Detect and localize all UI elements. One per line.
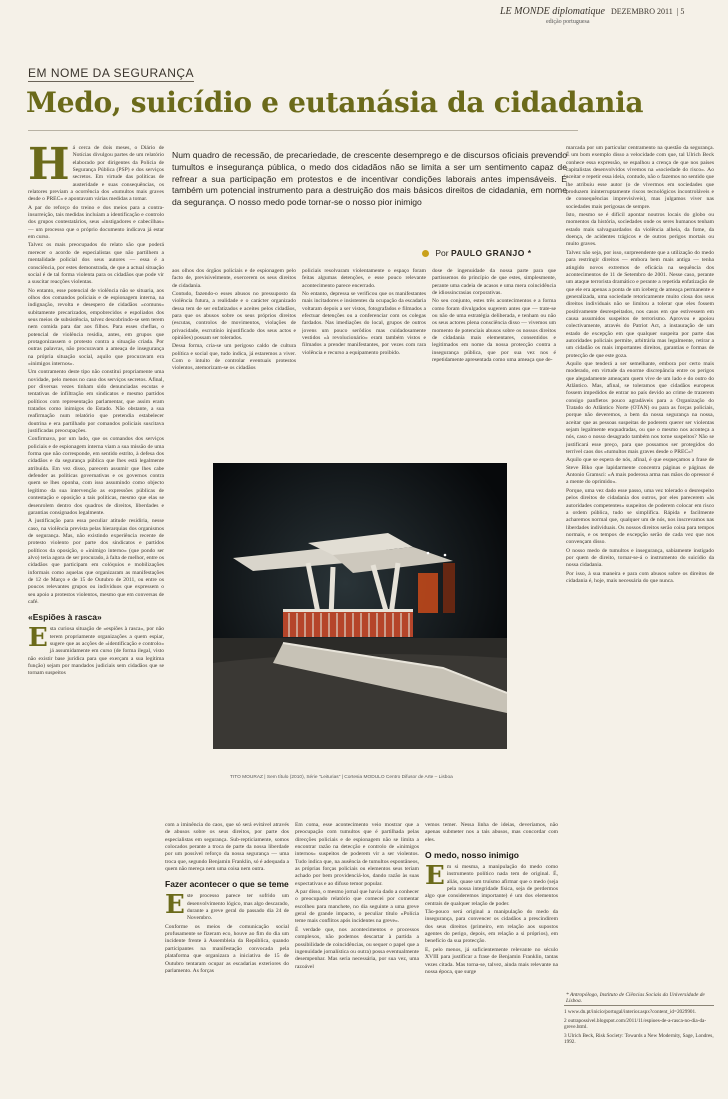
paragraph: No entanto, depressa se verificou que os manifestantes mais incitadores e insistentes da ocupação da escadaria voltaram depois a ser vistos, fotografados e filmados a efectuar detenções ou a conferenciar com os colegas fardados. Nas imediações do local, grupos de outros jovens um pouco serôdios mas cuidadosamente vestidos «à revolucionário» eram também vistos e filmados a prender manifestantes, por vezes com rara violência e recurso a equipamento proibido. — [302, 291, 426, 356]
paragraph: É verdade que, nos acontecimentos e processos complexos, não podemos descartar à partida a possibilidade de coincidências, ou sequer o papel que a ingenuidade jornalística ou outra) possa eventualmente desempenhar. Mas seria necessária, por sua vez, uma razoável — [295, 926, 419, 970]
text-column-1 — [28, 145, 164, 1080]
footnote: 2 outrapossivel.blogspot.com/2011/11/espioes-de-a-rasca-no-dia-da-greve.html. — [564, 1017, 707, 1031]
paragraph: policiais resolvaram violentamente o espaço foram feitas algumas detenções, e esse pouco relevante acontecimento parece encerrado. — [302, 268, 426, 289]
text-column-2 — [172, 268, 296, 450]
author-affiliation: * Antropólogo, Instituto de Ciências Sociais da Universidade de Lisboa. — [566, 992, 705, 1004]
masthead-brand: LE MONDE diplomatique — [500, 6, 605, 17]
masthead-edition: edição portuguesa — [546, 19, 590, 25]
photo-caption: TITO MOURAZ | Sem título (2010), Série "Leiturias" | Cortesia MODULO Centro Difusor de Arte – Lisboa — [230, 775, 453, 780]
headline: Medo, suicídio e eutanásia da cidadania — [26, 86, 644, 119]
paragraph: Tão-pouco será original a manipulação do medo da insegurança, para convencer os cidadãos a prescindirem dos seus direitos (primeiro, em relação aos supostos agentes do perigo, depois, em relação a si próprios), em benefício da sua protecção. — [425, 909, 558, 945]
article-photo — [213, 463, 507, 749]
photo-illustration — [213, 463, 507, 749]
paragraph: Um contramento deste tipo não constitui propriamente uma novidade, pelo menos no caso dos serviços secretos. Afinal, por diversas vezes tinham sido denunciadas escutas e tentativas de infiltração em sindicatos e mesmo partidos políticos com representação parlamentar, que assim eram tratados como inimigos do Estado. Não obstante, a sua reafirmação num relatório que pretendia estabelecer doutrina e era partilhado por comandos policiais suscitava justificadas preocupações. — [28, 369, 164, 435]
paragraph: dose de ingenuidade da nossa parte para que partissemos do princípio de que estes, simplesmente, perante uma cadeia de acasos e uma mera coincidência de idiossincrasias corporativas. — [432, 268, 556, 297]
paragraph: A par disso, o mesmo jornal que havia dado a conhecer o preocupado relatório que comecei por comentar escolheu para manchete, no dia seguinte a uma greve geral de grande impacto, o peculiar título «Polícia teme mais conflitos após incidentes na greve». — [295, 889, 419, 925]
paragraph: Talvez não seja, por isso, surpreendente que a utilização do medo para restringir direitos — embora bem mais antiga — tenha atingido novos extremos de eficácia na sequência dos acontecimentos de 11 de Setembro de 2001. Nesse caso, perante um ataque terrorista dramático e perante a repetida enfatização de que ele era apenas a ponta de um iceberg de ameaça permanente e generalizada, uma sociedade retoricamente muito ciosa dos seus direitos individuais não se limitou a tolerar que eles fossem positivamente desrespeitados, nos casos em que estivessem em causa assumidos suspeitos de terrorismo. Aprovou e apoiou colectivamente, através do Patriot Act, a instauração de um estado de excepção em que qualquer suspeita por parte das autoridades policiais permite, arbitrária mas legalmente, retirar a um cidadão os mais importantes direitos, garantias e formas de protecção de que este goza. — [566, 249, 714, 359]
byline-prefix: Por — [435, 248, 449, 258]
paragraph: vemos temer. Nessa linha de ideias, deveríamos, não apenas submeter nos a tais abusos, mas concordar com eles. — [425, 822, 558, 843]
paragraph: Aquilo que se espera de nós, afinal, é que esqueçamos a frase de Steve Biko que lapidarmente concentra páginas e páginas de Antonio Gramsci: «A mais poderosa arma nas mãos do opressor é a mente do oprimido». — [566, 457, 714, 486]
paragraph: O nosso medo de tumultos e insegurança, sabiamente instigado por quem de direito, tornar-se-á o instrumento do suicídio da nossa cidadania. — [566, 547, 714, 569]
paragraph: m si mesma, a manipulação do medo como instrumento político nada tem de original. É, aliás, quase um truísmo afirmar que o medo (seja pela nossa integridade física, seja de perdermos algo que consideremos importante) é um dos elementos centrais de qualquer relação de poder. — [425, 864, 558, 907]
byline-dot-icon — [422, 250, 429, 257]
paragraph: ste processo parece ter sofrido um desenvolvimento lógico, mas algo descarado, durante a greve geral do passado dia 24 de Novembro. — [186, 893, 289, 922]
text-column-3-lower — [295, 822, 419, 1087]
byline — [422, 248, 532, 258]
paragraph: Isto, mesmo se é difícil apontar noutros locais do globo ou momentos da história, sociedades onde os seres humanos tenham estado mais salvaguardados da violência alheia, da fome, da doença, de acidentes trágicos e de outros perigos mortais ou muito graves. — [566, 212, 714, 248]
text-column-4-lower — [425, 822, 558, 1087]
lead-paragraph: Num quadro de recessão, de precariedade, de crescente desemprego e de discursos oficiais prevendo tumultos e insegurança pública, o medo dos cidadãos não se limita a ser um sentimento capaz de refrear a sua participação em protestos e de incentivar condições laborais antes impensáveis. É também um potencial instrumento para a destruição dos mais básicos direitos de cidadania, em nome da segurança. O nosso medo pode tornar-se o nosso pior inimigo — [172, 150, 567, 208]
text-column-3 — [302, 268, 426, 450]
paragraph: Por isso, à sua maneira e para com abusos sobre os direitos de cidadania é, hoje, mais necessária do que nunca. — [566, 570, 714, 584]
paragraph: Porque, uma vez dado esse passo, uma vez tolerado o desrespeito pelos direitos de cidadania dos outros, por eles parecerem «às autoridades competentes» suspeitos de poderem colocar em risco a ordem pública, tudo se simplifica. Rápida e facilmente acharemos normal que, qualquer um de nós, nos inscrevamos nas liberdades individuais. Os nossos direitos serão coisa para tempos normais, e os tempos de excepção serão de cada vez que nos convençam disso. — [566, 487, 714, 546]
subhead-espioes: «Espiões à rasca» — [28, 612, 102, 623]
text-column-5 — [566, 145, 714, 987]
paragraph: Em coma, esse acontecimento veio mostrar que a preocupação com tumultos que é partilhada pelas direcções policiais e de espionagem não se limita a encontrar razão na detecção e controlo de «inimigos internos» suspeitos de poderem vir a ser violentos. Tudo indica que, na ausência de tumultos espontâneos, as próprias forças policiais ou elementos seus teriam achado por bem providenciá-los, dando razão às suas expectativas e ao difuso temor popular. — [295, 822, 419, 887]
paragraph: Aquilo que tenderá a ser semelhante, embora por certo mais moderado, em virtude da enorme discrepância entre os perigos que alegadamente ameaçam quem vive de um lado e do outro do Atlântico. Mas, afinal, se toleramos que cidadãos europeus fossem impedidos de entrar no país devido ao crime de trazerem consigo panfletos pouco agradáveis para a Organização do Tratado do Atlântico Norte (OTAN) ou para as forças policiais, porque não deveremos, a bem da nossa segurança na nossa, aceitar que as pessoas suspeitas de poderem querer ser violentas sejam legalmente enquadradas, ou que o mesmo nos aconteça a nós, caso o nosso desagrado também nos torne suspeitos? Não se justificará esse preço, para que possamos ser protegidos do terrível caos dos «tumultos mais graves desde o PREC»? — [566, 360, 714, 456]
subhead-medo-inimigo: O medo, nosso inimigo — [425, 850, 519, 861]
paragraph: sta curiosa situação de «espiões à rasca», por não terem propriamente organizações a quem espiar, sugere que as acções de «identificação e controlo» já assumidamente em curso (de forma ilegal, visto não existir base jurídica para que exerçam a sua legítima função) sejam por mandados judiciais sem cidadãos que se tornam suspeitos — [28, 626, 164, 677]
paragraph: Talvez os mais preocupados do relato são que poderá merecer o acordo de especialistas que não partilhem a mentalidade policial dos seus autores — essa é a consciência, por estes demonstrada, de que a actual situação social é de tal forma violenta para os cidadãos que pode vir a suscitar reacções violentas. — [28, 242, 164, 286]
byline-author: PAULO GRANJO * — [450, 248, 532, 258]
dropcap: H — [28, 145, 70, 190]
paragraph: aos olhos dos órgãos policiais e de espionagem pelo facto de, previsivelmente, exercerem os seus direitos de cidadania. — [172, 268, 296, 289]
section-label: EM NOME DA SEGURANÇA — [28, 66, 195, 80]
subhead-fazer-acontecer: Fazer acontecer o que se teme — [165, 879, 289, 890]
dropcap: E — [165, 890, 185, 921]
paragraph: Confirmava, por um lado, que os comandos dos serviços policiais e de espionagem interna viam a sua missão de uma forma que não corresponde, em sentido estrito, à defesa dos cidadãos e da segurança pública que lhes está legalmente atribuída. Em vez disso, parecem assumir que lhes cabe defender as políticas governativas e os governos contra quem se lhes oponha, com isso assumindo como objecto legítimo da sua intervenção as expressões públicas de contestação e oposição a tais políticas, mesmo que elas se desenrolem dentro dos quadros de direitos, liberdades e garantias consignados legalmente. — [28, 436, 164, 516]
paragraph: No seu conjunto, estes três acontecimentos e a forma como foram divulgados sugerem antes que — trate-se ou não de uma estratégia deliberada, e tenham ou não os seus actores plena consciência disso — vivemos um momento de potenciais abusos sobre os nossos direitos de cidadania mais elementares, consentidos e legitimados em nome da nossa protecção contra a insegurança pública, que por sua vez nos é repetidamente apresentada como uma ameaça que de- — [432, 298, 556, 364]
masthead-date: DEZEMBRO 2011 — [611, 7, 673, 16]
paragraph: com a iminência do caos, que só será evitável através de abusos sobre os seus direitos, por parte dos especialistas em segurança. Sub-repticiamente, somos colocados perante a troca de parte da nossa liberdade por um possível reforço da nossa segurança — uma troca que, segundo Benjamin Franklin, só é adequada a quem não mereça nem uma coisa nem outra. — [165, 822, 289, 873]
footnotes — [564, 1005, 714, 1048]
paragraph: No entanto, esse potencial de violência não se situaria, aos olhos dos comandos policiais e de espionagem interna, na indignação, revolta e desespero de cidadãos «comuns» subitamente precarizados, empobrecidos e espoliados dos seus meios de subsistência, talvez descobrindo-se sem terem nem comida para dar aos filhos. Para esses cheflas, o potencial de violência residia, antes, em grupos que protagonizassem o protesto contra a situação criada. Por outras palavras, não procuravam a ameaça de insegurança na própria situação social, aquilo que procuravam era «inimigos internos». — [28, 287, 164, 367]
text-column-4 — [432, 268, 556, 450]
paragraph: E, pelo menos, já suficientemente relevante no século XVIII para justificar a frase de Benjamin Franklin, tantas vezes citada. Mas torna-se, talvez, ainda mais relevante na nossa época, que surge — [425, 946, 558, 975]
paragraph: Conforme os meios de comunicação social profusamente se fizeram eco, houve ao fim do dia um incidente frente à Assembleia da República, quando participantes na manifestação convocada pela plataforma que organizara a iniciativa de 15 de Outubro tentaram ocupar as escadarias exteriores do parlamento. As forças — [165, 923, 289, 974]
masthead: LE MONDE diplomatique DEZEMBRO 2011 | 5 edição portuguesa — [500, 6, 722, 25]
footnote: 3 Ulrich Beck, Risk Society: Towards a New Modernity, Sage, Londres, 1992. — [564, 1032, 714, 1046]
dropcap: E — [28, 623, 48, 654]
paragraph: á cerca de dois meses, o Diário de Notícias divulgou partes de um relatório elaborado por dirigentes da Polícia de Segurança Pública (PSP) e dos serviços secretos. Em virtude das políticas de austeridade e suas consequências, os relatores previam a ocorrência dos «tumultos mais graves desde o PREC» e apontavam várias medidas a tomar. — [28, 145, 164, 203]
dropcap: E — [425, 861, 445, 892]
paragraph: A justificação para essa peculiar atitude residiria, nesse caso, na violência prevista pelas hierarquias dos organismos de segurança. Mas, não existindo experiência recente de protesto violento por parte dos sindicatos e partidos políticos da oposição, o «inimigo interno» (que pondo ser alvo) teria agora de ser procurado, à falta de melhor, entre os cidadãos que participam em colóquios e mobilizações informais como aquelas que organizaram as manifestações de 12 de Março e de 15 de Outubro de 2011, ou entre os poucos relevantes grupos ou indivíduos que expressem o seu apoio a protestos violentos, mesmo que em conversas de café. — [28, 518, 164, 605]
headline-rule — [28, 130, 578, 131]
paragraph: A par do reforço do treino e dos meios para a contra-insurreição, tais medidas incluíam a identificação e controlo dos grupos contestatários, seus «instigadores e cabecilhas» — um processo que o próprio documento indicava já estar em curso. — [28, 204, 164, 241]
footnote: 1 www.dn.pt/inicio/portugal/interior.aspx?content_id=2029901. — [564, 1009, 697, 1015]
page-number: 5 — [680, 7, 685, 16]
paragraph: marcada por um particular centramento na questão da segurança. É um bom exemplo disso a velocidade com que, tal Ulrich Beck conhece essa expressão, se espalhou a crença de que nos países capitalistas desenvolvidos vivemos na «sociedade do risco». Ao aceitar e repetir essa ideia, contudo, não o fazemos no sentido que lhe atribuiu esse autor (o de vivermos em sociedades que produzem ininterruptamente riscos tecnológicos incontroláveis e de consequências imprevisíveis), mas julgamos viver nas sociedades mais perigosas de sempre. — [566, 145, 714, 210]
paragraph: Contudo, fazendo-o esses abusos no pressuposto da violência futura, a realidade e o carácter organizado dessa tem de ser enfatizados e aceites pelos cidadãos, para que os abusos sobre os seus próprios direitos (escutas, controlos de movimentos, violações de privacidade, escrutínio injustificado dos seus actos e opiniões) possam ser tolerados. — [172, 291, 296, 342]
text-column-2-lower — [165, 822, 289, 1087]
paragraph: Dessa forma, cria-se um perigoso caldo de cultura política e social que, tudo indica, já estaremos a viver. Com o intuito de controlar eventuais protestos violentos, atemorizam-se os cidadãos — [172, 343, 296, 372]
